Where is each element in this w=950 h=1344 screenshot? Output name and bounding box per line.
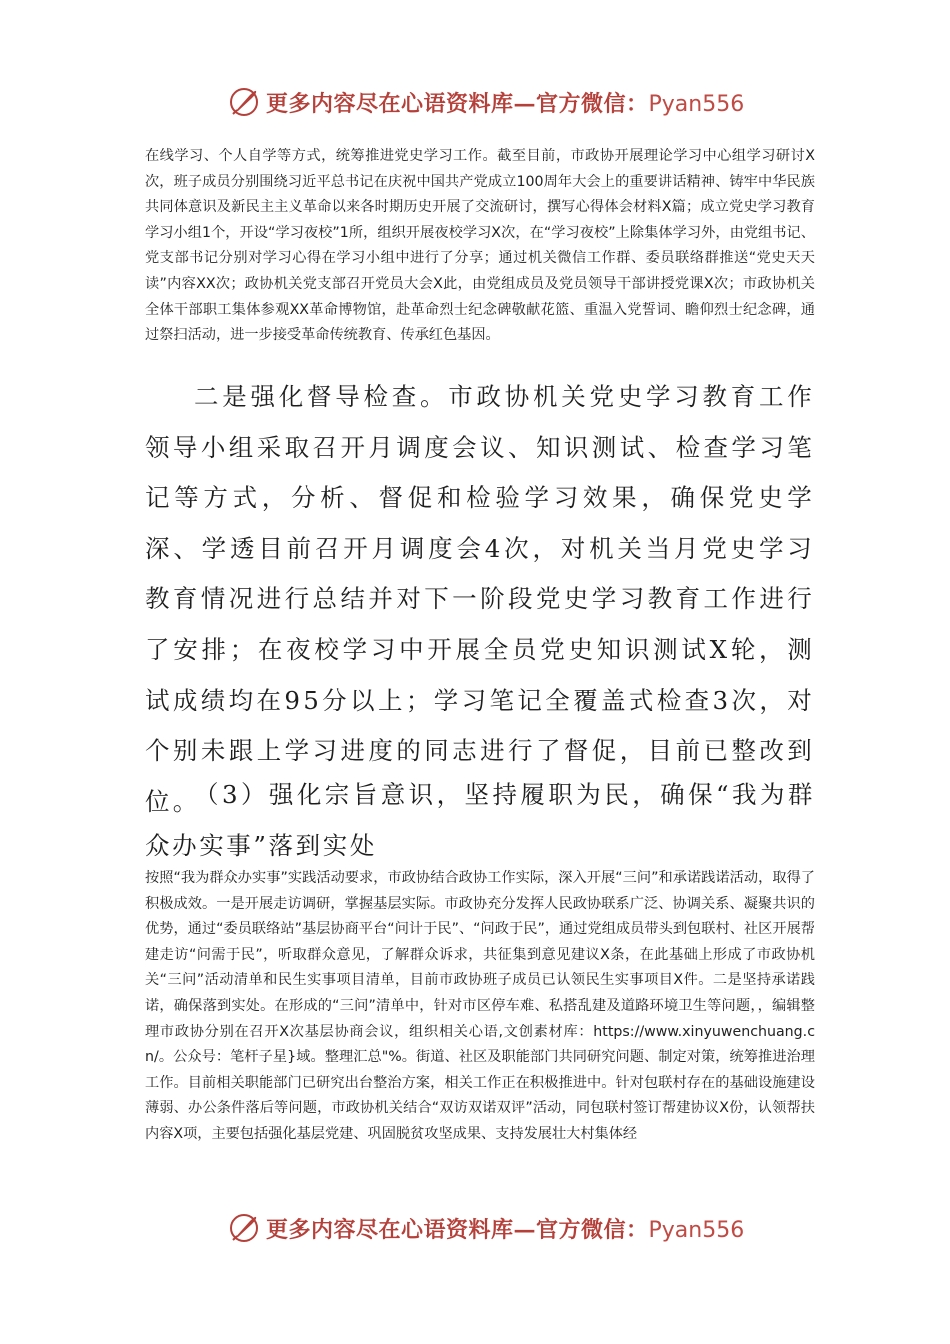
wechat-id: Pyan556 bbox=[648, 1217, 745, 1243]
wechat-id: Pyan556 bbox=[648, 91, 745, 117]
section-heading-3: （3）强化宗旨意识，坚持履职为民，确保“我为群众办实事”落到实处 bbox=[145, 780, 815, 860]
paragraph-serve-people: 按照“我为群众办实事”实践活动要求，市政协结合政协工作实际，深入开展“三问”和承诺践诺活动，取得了积极成效。一是开展走访调研，掌握基层实际。市政协充分发挥人民政协联系广泛、协调关系、凝聚共识的优势，通过“委员联络站”基层协商平台“问计于民”、“问政于民”，通过党组成员带头到包联村、社区开展帮建走访“问需于民”，听取群众意见，了解群众诉求，共征集到意见建议X条，在此基础上形成了市政协机关“三问”活动清单和民生实事项目清单，目前市政协班子成员已认领民生实事项目X件。二是坚持承诺践诺，确保落到实处。在形成的“三问”清单中，针对市区停车难、私搭乱建及道路环境卫生等问题，，编辑整理市政协分别在召开X次基层协商会议，组织相关心语,文创素材库：https://www.xinyuwenchuang.cn/。公众号：笔杆子星}域。整理汇总"%。街道、社区及职能部门共同研究问题、制定对策，统筹推进治理工作。目前相关职能部门已研究出台整治方案，相关工作正在积极推进中。针对包联村存在的基础设施建设薄弱、办公条件落后等问题，市政协机关结合“双访双诺双评”活动，同包联村签订帮建协议X份，认领帮扶内容X项，主要包括强化基层党建、巩固脱贫攻坚成果、支持发展壮大村集体经 bbox=[145, 870, 815, 1142]
paragraph-supervision: 二是强化督导检查。市政协机关党史学习教育工作领导小组采取召开月调度会议、知识测试、检查学习笔记等方式，分析、督促和检验学习效果，确保党史学深、学透目前召开月调度会4次，对机关当月党史学习教育情况进行总结并对下一阶段党史学习教育工作进行了安排；在夜校学习中开展全员党史知识测试X轮，测试成绩均在95分以上；学习笔记全覆盖式检查3次，对个别未跟上学习进度的同志进行了督促，目前已整改到位。 bbox=[145, 382, 815, 816]
paragraph-study-activities: 在线学习、个人自学等方式，统筹推进党史学习工作。截至目前，市政协开展理论学习中心组学习研讨X次，班子成员分别围绕习近平总书记在庆祝中国共产党成立100周年大会上的重要讲话精神、铸牢中华民族共同体意识及新民主主义革命以来各时期历史开展了交流研讨，撰写心得体会材料X篇；成立党史学习教育学习小组1个，开设“学习夜校”1所，组织开展夜校学习X次，在“学习夜校”上除集体学习外，由党组书记、党支部书记分别对学习心得在学习小组中进行了分享；通过机关微信工作群、委员联络群推送“党史天天读”内容XX次；政协机关党支部召开党员大会X此，由党组成员及党员领导干部讲授党课X次；市政协机关全体干部职工集体参观XX革命博物馆，赴革命烈士纪念碑敬献花篮、重温入党誓词、瞻仰烈士纪念碑，通过祭扫活动，进一步接受革命传统教育、传承红色基因。 bbox=[145, 148, 815, 344]
banner-text: 更多内容尽在心语资料库—官方微信：Pyan556 bbox=[266, 90, 745, 117]
quill-logo-icon bbox=[228, 1212, 260, 1244]
header-banner bbox=[228, 84, 745, 120]
quill-logo-icon bbox=[228, 86, 260, 118]
footer-banner bbox=[228, 1210, 745, 1246]
banner-text: 更多内容尽在心语资料库—官方微信：Pyan556 bbox=[266, 1216, 745, 1243]
